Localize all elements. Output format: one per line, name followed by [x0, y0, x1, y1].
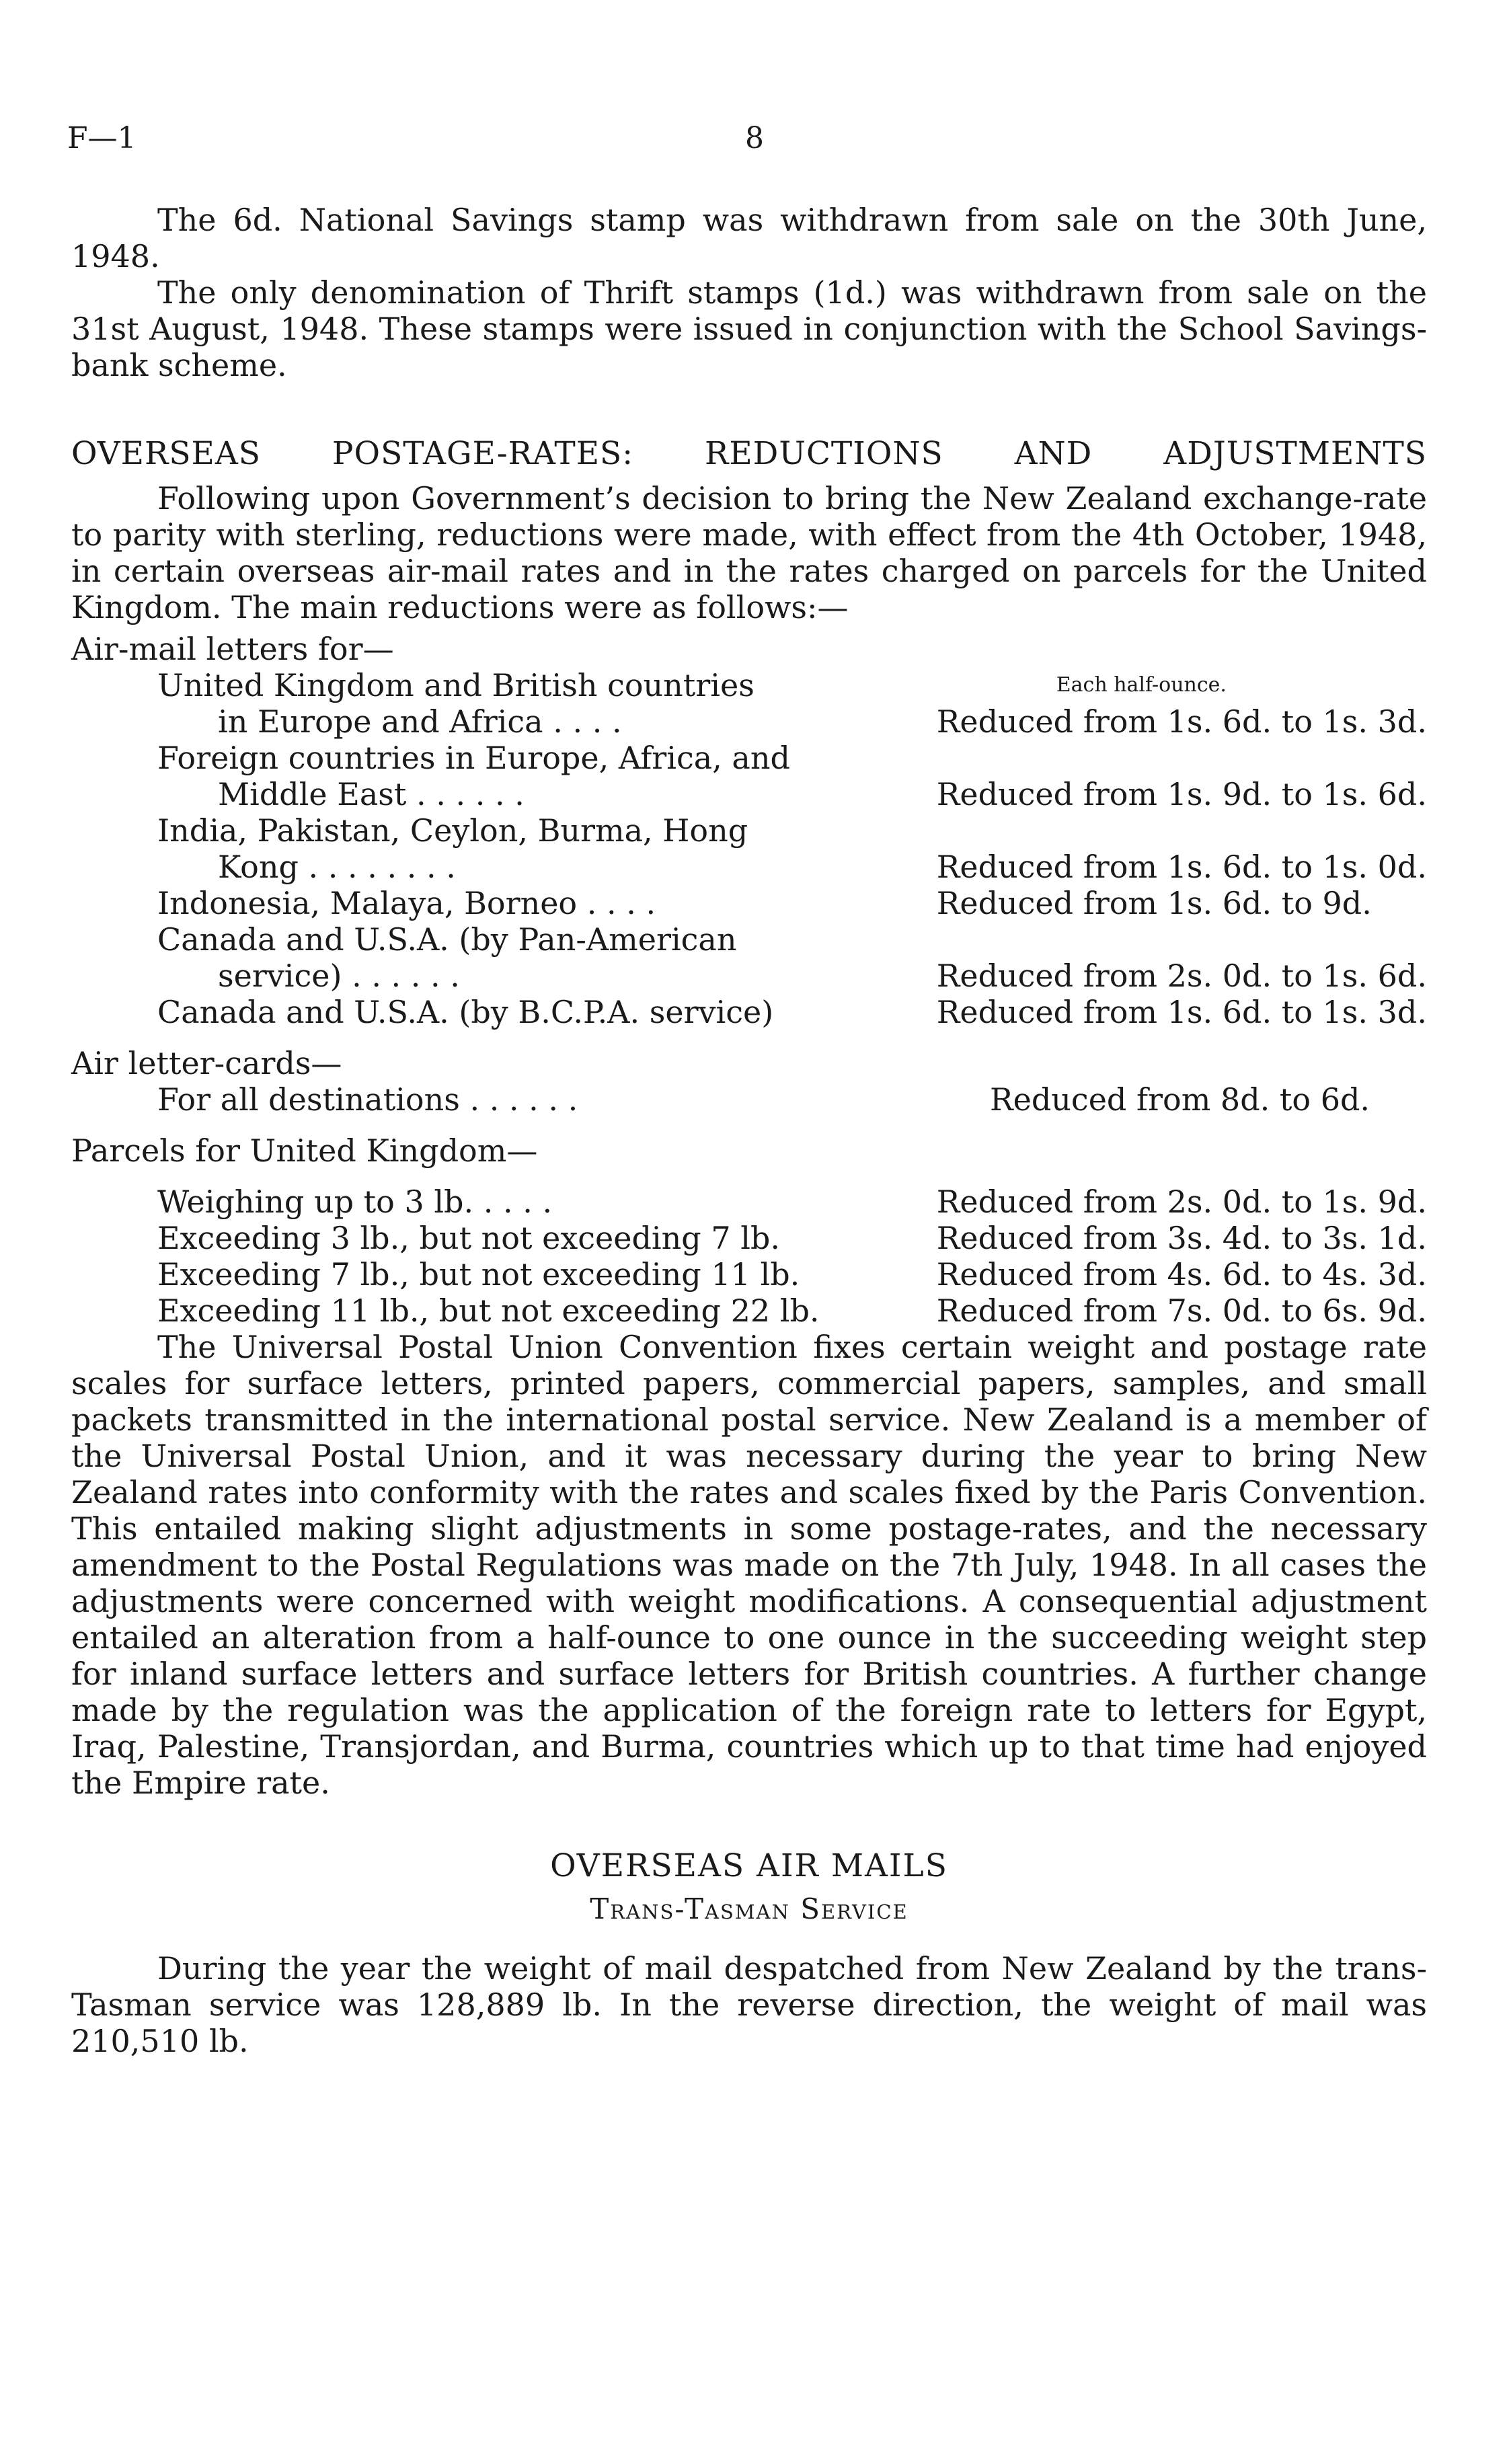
- row-rate: Reduced from 1s. 9d. to 1s. 6d.: [936, 776, 1427, 812]
- lettercard-label: Air letter-cards—: [71, 1045, 342, 1081]
- row-desc: Canada and U.S.A. (by Pan-American: [157, 921, 737, 958]
- section-heading-postage-rates: OVERSEAS POSTAGE-RATES: REDUCTIONS AND ADJUSTMENTS: [71, 435, 1427, 472]
- row-desc-cont: Middle East . . . . . .: [218, 776, 525, 812]
- row-desc: Exceeding 11 lb., but not exceeding 22 lb.: [157, 1293, 820, 1329]
- row-desc: India, Pakistan, Ceylon, Burma, Hong: [157, 812, 748, 849]
- row-desc: Indonesia, Malaya, Borneo . . . .: [157, 885, 656, 921]
- row-rate: Reduced from 7s. 0d. to 6s. 9d.: [936, 1293, 1427, 1329]
- table-row: [71, 667, 1427, 740]
- page-number: 8: [745, 121, 764, 155]
- table-row: [71, 994, 1427, 1030]
- row-desc: Exceeding 3 lb., but not exceeding 7 lb.: [157, 1220, 780, 1256]
- lettercard-rates-table: [71, 1081, 1427, 1118]
- table-row: [71, 812, 1427, 885]
- row-desc-cont: service) . . . . . .: [218, 958, 460, 994]
- row-desc: Canada and U.S.A. (by B.C.P.A. service): [157, 994, 774, 1030]
- row-rate: Reduced from 1s. 6d. to 9d.: [936, 885, 1372, 921]
- row-desc: United Kingdom and British countries: [157, 667, 754, 703]
- row-rate: Reduced from 8d. to 6d.: [990, 1081, 1370, 1118]
- table-row: [71, 1081, 1427, 1118]
- row-rate: Reduced from 4s. 6d. to 4s. 3d.: [936, 1256, 1427, 1293]
- row-rate: Reduced from 3s. 4d. to 3s. 1d.: [936, 1220, 1427, 1256]
- section-heading-air-mails: OVERSEAS AIR MAILS: [550, 1847, 948, 1884]
- page-header: [67, 121, 1442, 161]
- report-reference: F—1: [67, 121, 137, 155]
- row-desc: For all destinations . . . . . .: [157, 1081, 578, 1118]
- row-desc: Weighing up to 3 lb. . . . .: [157, 1184, 553, 1220]
- table-row: [71, 1220, 1427, 1256]
- upu-paragraph: The Universal Postal Union Convention fixes certain weight and postage rate scales for surface letters, printed papers, commercial papers, samples, and small packets transmitted in the international postal service. New Zealand is a member of the Universal Postal Union, and it was necessary during the year to bring New Zealand rates into conformity with the rates and scales fixed by the Paris Convention. This entailed making slight adjustments in some postage-rates, and the necessary amendment to the Postal Regulations was made on the 7th July, 1948. In all cases the adjustments were concerned with weight modifications. A consequential adjustment entailed an alteration from a half-ounce to one ounce in the succeeding weight step for inland surface letters and surface letters for British countries. A further change made by the regulation was the application of the foreign rate to letters for Egypt, Iraq, Palestine, Transjordan, and Burma, countries which up to that time had enjoyed the Empire rate.: [71, 1329, 1427, 1801]
- table-row: [71, 885, 1427, 921]
- row-rate: Reduced from 1s. 6d. to 1s. 3d.: [936, 703, 1427, 740]
- row-desc: Exceeding 7 lb., but not exceeding 11 lb.: [157, 1256, 800, 1293]
- table-row: [71, 1184, 1427, 1220]
- row-rate: Reduced from 2s. 0d. to 1s. 6d.: [936, 958, 1427, 994]
- table-row: [71, 1293, 1427, 1329]
- row-rate: Reduced from 1s. 6d. to 1s. 0d.: [936, 849, 1427, 885]
- table-row: [71, 1256, 1427, 1293]
- parcel-rates-table: [71, 1169, 1427, 1329]
- row-desc-cont: in Europe and Africa . . . .: [218, 703, 622, 740]
- subheading-trans-tasman: Trans-Tasman Service: [590, 1892, 908, 1925]
- row-desc: Foreign countries in Europe, Africa, and: [157, 740, 790, 776]
- trans-tasman-paragraph: During the year the weight of mail despatched from New Zealand by the trans-Tasman service was 128,889 lb. In the reverse direction, the weight of mail was 210,510 lb.: [71, 1950, 1427, 2059]
- row-desc-cont: Kong . . . . . . . .: [218, 849, 456, 885]
- postage-rates-intro: Following upon Government’s decision to bring the New Zealand exchange-rate to parity with sterling, reductions were made, with effect from the 4th October, 1948, in certain overseas air-mail rates and in the rates charged on parcels for the United Kingdom. The main reductions were as follows:—: [71, 480, 1427, 625]
- row-rate: Reduced from 1s. 6d. to 1s. 3d.: [936, 994, 1427, 1030]
- intro-paragraph-1: The 6d. National Savings stamp was withdrawn from sale on the 30th June, 1948.: [71, 202, 1427, 274]
- row-rate: Reduced from 2s. 0d. to 1s. 9d.: [936, 1184, 1427, 1220]
- airmail-label: Air-mail letters for—: [71, 631, 394, 667]
- table-row: [71, 921, 1427, 994]
- parcels-label: Parcels for United Kingdom—: [71, 1132, 538, 1169]
- intro-paragraph-2: The only denomination of Thrift stamps (1d.) was withdrawn from sale on the 31st August, 1948. These stamps were issued in conjunction with the School Savings-bank scheme.: [71, 274, 1427, 383]
- column-caption: Each half-ounce.: [1056, 673, 1227, 697]
- page-body: [71, 202, 1427, 2059]
- airmail-rates-table: [71, 667, 1427, 1030]
- table-row: [71, 740, 1427, 812]
